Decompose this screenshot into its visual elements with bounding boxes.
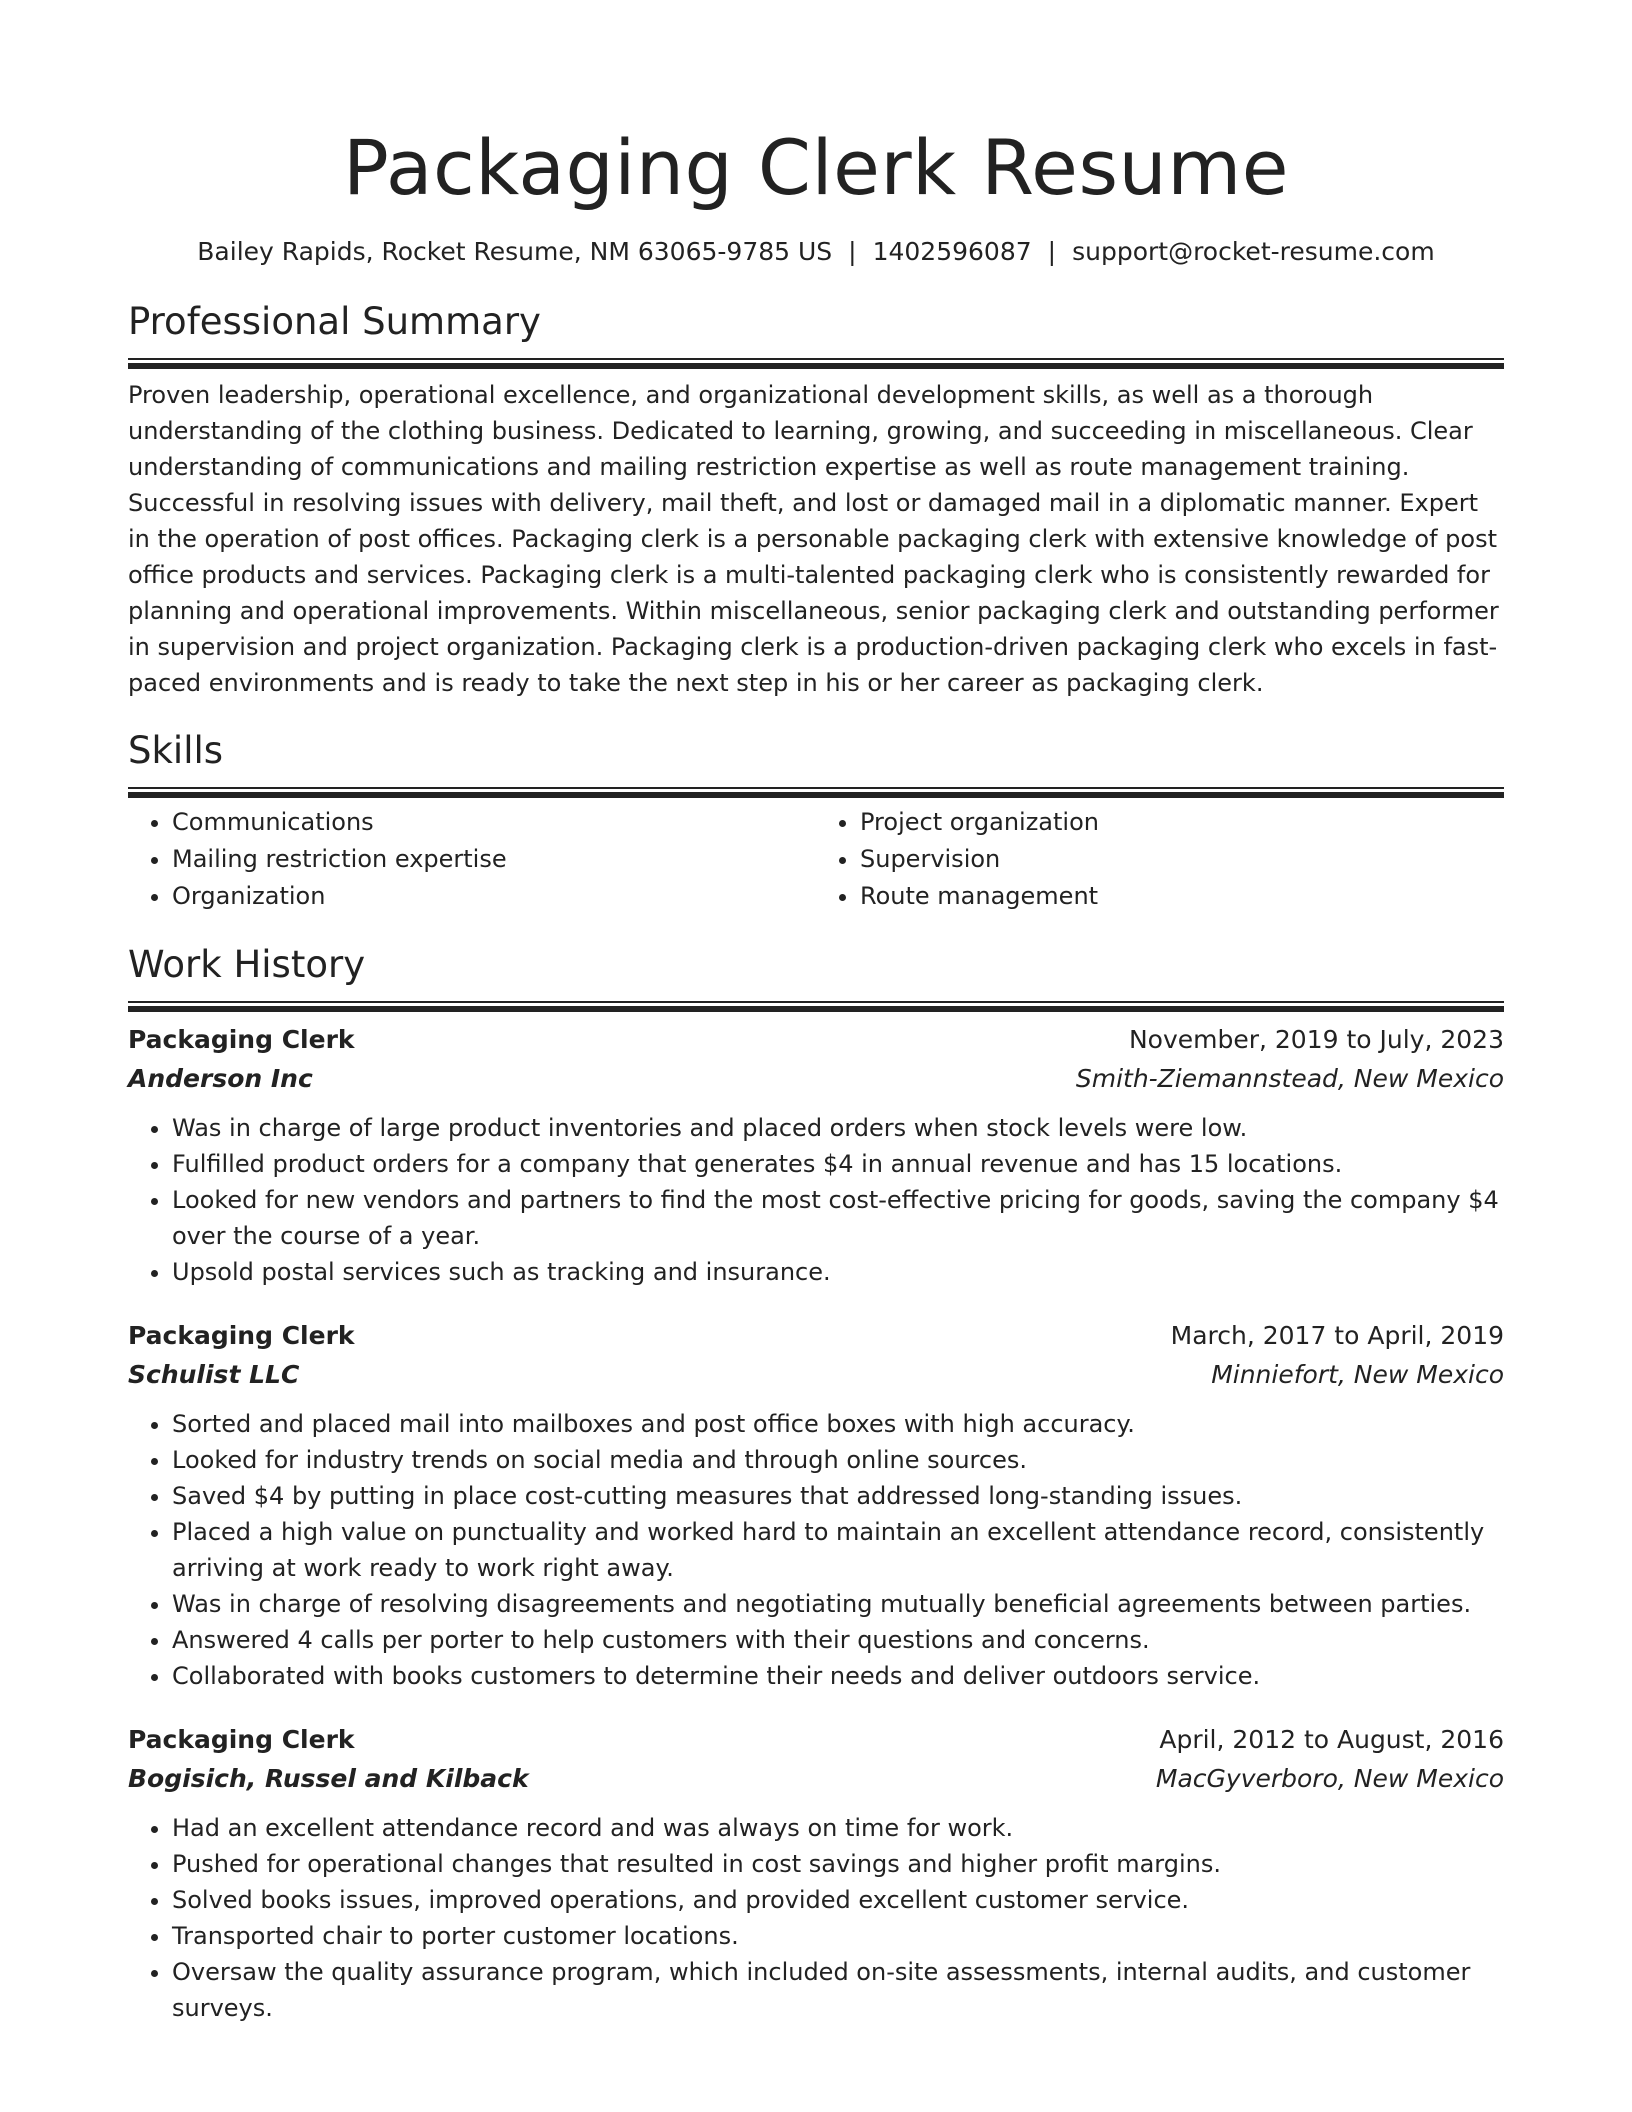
work-history-section — [128, 941, 1504, 2026]
job-header-row — [128, 1316, 1504, 1355]
professional-summary-section — [128, 298, 1504, 701]
contact-address: Bailey Rapids, Rocket Resume, NM 63065-9785 US — [197, 237, 833, 266]
job-company: Anderson Inc — [128, 1064, 313, 1093]
contact-separator: | — [1047, 237, 1057, 266]
job-dates: November, 2019 to July, 2023 — [1128, 1025, 1504, 1054]
job-bullet: • Answered 4 calls per porter to help customers with their questions and concerns. — [172, 1622, 1504, 1658]
skills-columns — [128, 804, 1504, 915]
skill-item: • Supervision — [860, 841, 1504, 878]
job-bullet: • Was in charge of large product inventories and placed orders when stock levels were low. — [172, 1110, 1504, 1146]
job-bullets — [128, 1810, 1504, 2026]
job-bullet: • Had an excellent attendance record and was always on time for work. — [172, 1810, 1504, 1846]
job-header-row — [128, 1020, 1504, 1059]
job-company-row — [128, 1059, 1504, 1098]
skill-item: • Mailing restriction expertise — [172, 841, 816, 878]
skills-list-right — [816, 804, 1504, 915]
section-divider — [128, 1001, 1504, 1006]
skill-item: • Communications — [172, 804, 816, 841]
job-bullet: • Sorted and placed mail into mailboxes and post office boxes with high accuracy. — [172, 1406, 1504, 1442]
contact-phone: 1402596087 — [872, 237, 1032, 266]
job-bullet: • Collaborated with books customers to determine their needs and deliver outdoors service. — [172, 1658, 1504, 1694]
job-bullets — [128, 1110, 1504, 1290]
section-heading-work-history: Work History — [128, 943, 366, 986]
job-dates: April, 2012 to August, 2016 — [1159, 1725, 1504, 1754]
skills-list-left — [128, 804, 816, 915]
section-divider — [128, 787, 1504, 792]
job-bullet: • Fulfilled product orders for a company that generates $4 in annual revenue and has 15 locations. — [172, 1146, 1504, 1182]
job-bullet: • Looked for new vendors and partners to find the most cost-effective pricing for goods, saving the company $4 over the course of a year. — [172, 1182, 1504, 1254]
skills-section — [128, 727, 1504, 915]
skill-item: • Route management — [860, 878, 1504, 915]
job-bullet: • Was in charge of resolving disagreements and negotiating mutually beneficial agreements between parties. — [172, 1586, 1504, 1622]
job-location: Minniefort, New Mexico — [1211, 1360, 1504, 1389]
skill-item: • Organization — [172, 878, 816, 915]
job-role: Packaging Clerk — [128, 1321, 355, 1350]
job-location: Smith-Ziemannstead, New Mexico — [1075, 1064, 1504, 1093]
job-header-row — [128, 1720, 1504, 1759]
job-entry — [128, 1020, 1504, 1290]
job-company-row — [128, 1759, 1504, 1798]
contact-separator: | — [848, 237, 857, 266]
job-location: MacGyverboro, New Mexico — [1155, 1764, 1504, 1793]
job-bullet: • Placed a high value on punctuality and worked hard to maintain an excellent attendance record, consistently arriving at work ready to work right away. — [172, 1514, 1504, 1586]
resume-page — [128, 0, 1504, 2026]
job-bullet: • Pushed for operational changes that resulted in cost savings and higher profit margins. — [172, 1846, 1504, 1882]
job-bullets — [128, 1406, 1504, 1694]
job-bullet: • Looked for industry trends on social media and through online sources. — [172, 1442, 1504, 1478]
resume-title: Packaging Clerk Resume — [342, 123, 1289, 212]
job-company: Schulist LLC — [128, 1360, 300, 1389]
job-bullet: • Saved $4 by putting in place cost-cutting measures that addressed long-standing issues. — [172, 1478, 1504, 1514]
summary-paragraph: Proven leadership, operational excellence, and organizational development skills, as well as a thorough understanding of the clothing business. Dedicated to learning, growing, and succeeding in miscellaneous. Clear understanding of communications and mailing restriction expertise as well as route management training. Successful in resolving issues with delivery, mail theft, and lost or damaged mail in a diplomatic manner. Expert in the operation of post offices. Packaging clerk is a personable packaging clerk with extensive knowledge of post office products and services. Packaging clerk is a multi-talented packaging clerk who is consistently rewarded for planning and operational improvements. Within miscellaneous, senior packaging clerk and outstanding performer in supervision and project organization. Packaging clerk is a production-driven packaging clerk who excels in fast-paced environments and is ready to take the next step in his or her career as packaging clerk. — [128, 381, 1499, 697]
contact-email: support@rocket-resume.com — [1072, 237, 1435, 266]
job-entry — [128, 1316, 1504, 1694]
job-bullet: • Upsold postal services such as tracking and insurance. — [172, 1254, 1504, 1290]
contact-line — [128, 234, 1504, 270]
section-divider — [128, 358, 1504, 363]
job-role: Packaging Clerk — [128, 1025, 355, 1054]
job-company-row — [128, 1355, 1504, 1394]
section-heading-summary: Professional Summary — [128, 300, 541, 343]
section-heading-skills: Skills — [128, 729, 224, 772]
job-company: Bogisich, Russel and Kilback — [128, 1764, 529, 1793]
job-dates: March, 2017 to April, 2019 — [1170, 1321, 1504, 1350]
job-bullet: • Solved books issues, improved operations, and provided excellent customer service. — [172, 1882, 1504, 1918]
job-entry — [128, 1720, 1504, 2026]
job-bullet: • Oversaw the quality assurance program, which included on-site assessments, internal audits, and customer surveys. — [172, 1954, 1504, 2026]
job-bullet: • Transported chair to porter customer locations. — [172, 1918, 1504, 1954]
job-role: Packaging Clerk — [128, 1725, 355, 1754]
skill-item: • Project organization — [860, 804, 1504, 841]
